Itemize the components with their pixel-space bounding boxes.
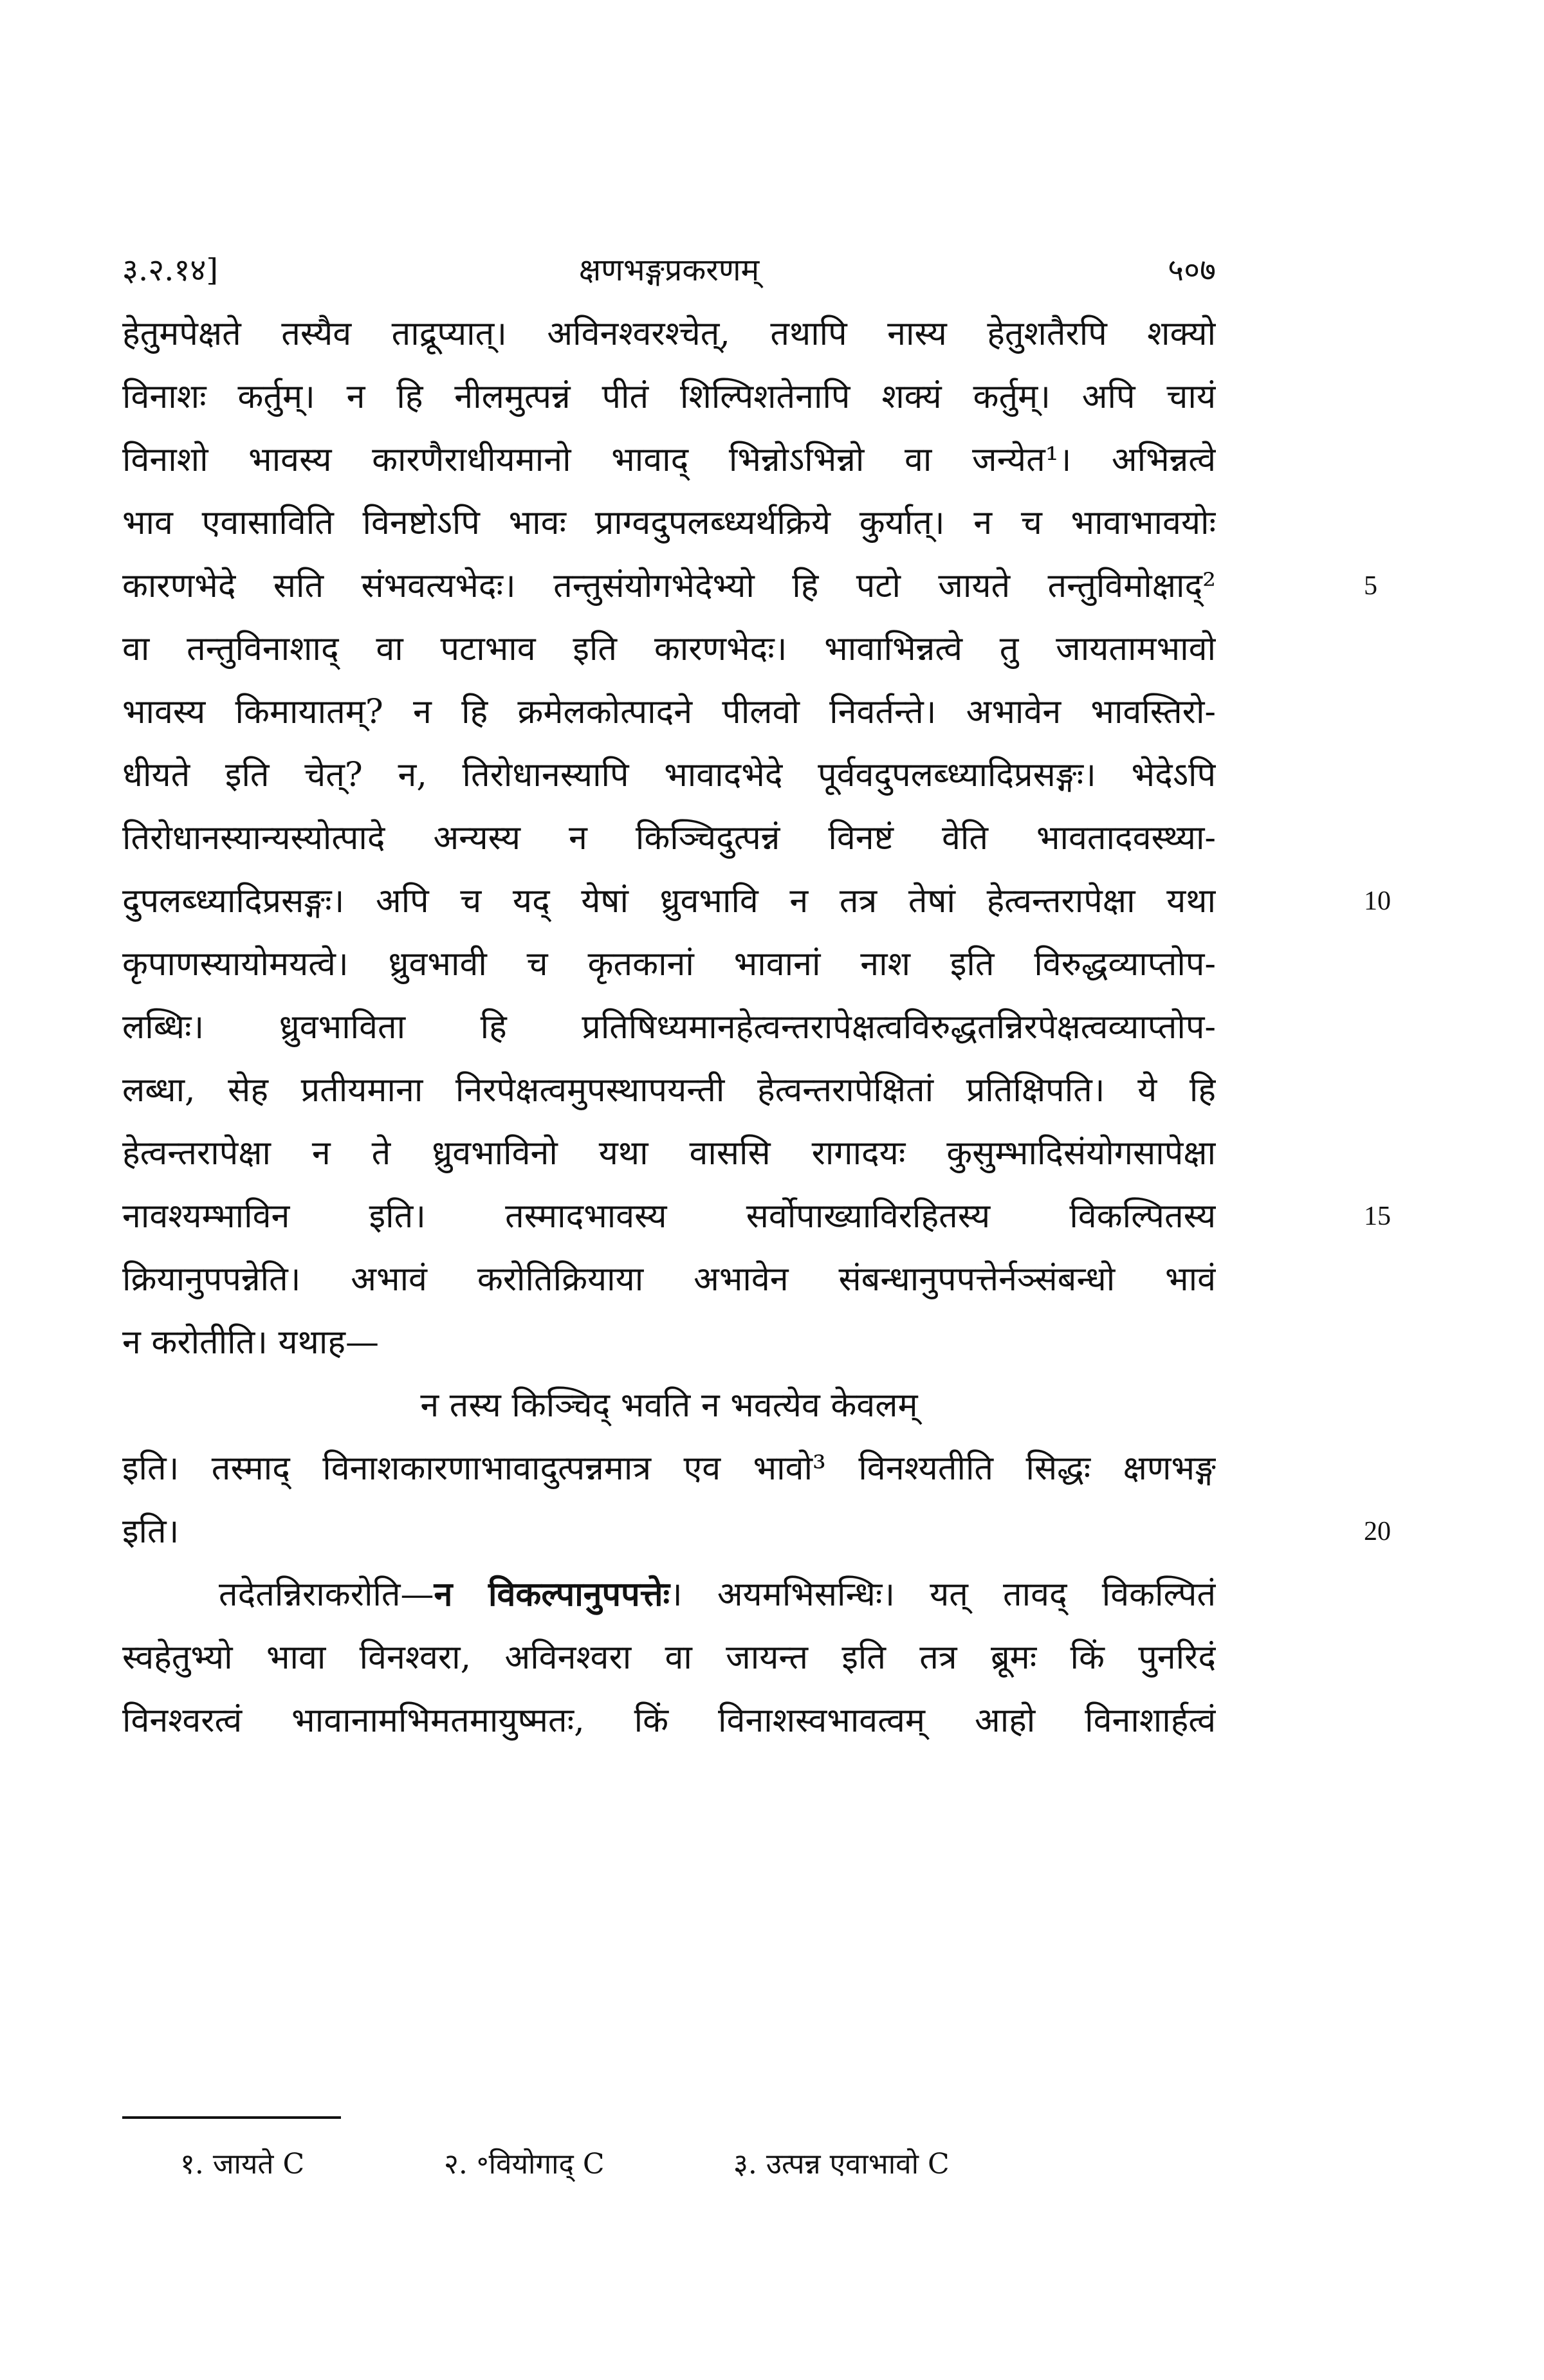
text-line xyxy=(122,1689,1319,1752)
text-line-content: भाव एवासाविति विनष्टोऽपि भावः प्राग्वदुपलब्ध्यर्थक्रिये कुर्यात्। न च भावाभावयोः xyxy=(122,504,1216,542)
text-line xyxy=(122,1500,1391,1563)
footnotes xyxy=(180,2136,1145,2193)
text-line-content: वा तन्तुविनाशाद् वा पटाभाव इति कारणभेदः। भावाभिन्नत्वे तु जायतामभावो xyxy=(122,630,1216,668)
page-number: ५०७ xyxy=(1168,252,1216,288)
text-line-content: स्वहेतुभ्यो भावा विनश्वरा, अविनश्वरा वा जायन्त इति तत्र ब्रूमः किं पुनरिदं xyxy=(122,1638,1216,1677)
text-line xyxy=(122,744,1319,807)
main-text xyxy=(122,302,1391,1752)
text-line xyxy=(122,1626,1319,1689)
text-line xyxy=(122,933,1319,996)
text-line-content: नावश्यम्भाविन इति। तस्मादभावस्य सर्वोपाख्याविरहितस्य विकल्पितस्य xyxy=(122,1197,1216,1236)
text-lines-after-verse xyxy=(122,1437,1391,1563)
text-line xyxy=(122,618,1319,681)
footnote-1: १. जायते C xyxy=(180,2148,305,2181)
text-lines xyxy=(122,302,1391,1374)
text-line xyxy=(122,1185,1391,1248)
text-line xyxy=(122,1437,1319,1500)
text-line xyxy=(122,428,1319,491)
text-line-content: विनाशो भावस्य कारणैराधीयमानो भावाद् भिन्नोऽभिन्नो वा जन्येत¹। अभिन्नत्वे xyxy=(122,441,1216,479)
footnote-2: २. ॰वियोगाद् C xyxy=(444,2148,605,2181)
text-line-content: हेतुमपेक्षते तस्यैव ताद्रूप्यात्। अविनश्वरश्चेत्, तथापि नास्य हेतुशतैरपि शक्यो xyxy=(122,315,1216,353)
text-line-content: क्रियानुपपन्नेति। अभावं करोतिक्रियाया अभावेन संबन्धानुपपत्तेर्नञ्संबन्धो भावं xyxy=(122,1260,1216,1299)
section-reference: ३.२.१४] xyxy=(122,252,219,288)
line-number: 15 xyxy=(1364,1202,1391,1231)
text-line-content: इति। तस्माद् विनाशकारणाभावादुत्पन्नमात्र एव भावो³ विनश्यतीति सिद्धः क्षणभङ्ग xyxy=(122,1449,1216,1488)
text-line-content: लब्धा, सेह प्रतीयमाना निरपेक्षत्वमुपस्थापयन्ती हेत्वन्तरापेक्षितां प्रतिक्षिपति। ये हि xyxy=(122,1071,1216,1110)
line-number: 20 xyxy=(1364,1517,1391,1546)
text-line-content: धीयते इति चेत्? न, तिरोधानस्यापि भावादभेदे पूर्ववदुपलब्ध्यादिप्रसङ्गः। भेदेऽपि xyxy=(122,756,1216,794)
commentary-line xyxy=(122,1563,1319,1626)
text-line-content: तिरोधानस्यान्यस्योत्पादे अन्यस्य न किञ्चिदुत्पन्नं विनष्टं वेति भावतादवस्थ्या- xyxy=(122,819,1216,857)
commentary-line-text xyxy=(122,1563,1216,1626)
text-line xyxy=(122,365,1319,428)
text-line-content: भावस्य किमायातम्? न हि क्रमेलकोत्पादने पीलवो निवर्तन्ते। अभावेन भावस्तिरो- xyxy=(122,693,1216,731)
line-number: 5 xyxy=(1364,571,1377,601)
text-line xyxy=(122,554,1377,618)
footnote-rule xyxy=(122,2116,341,2119)
text-line xyxy=(122,1248,1319,1311)
text-line xyxy=(122,681,1319,744)
text-line xyxy=(122,1311,1319,1374)
text-line xyxy=(122,302,1319,365)
running-title: क्षणभङ्गप्रकरणम् xyxy=(578,252,760,288)
text-line xyxy=(122,1059,1319,1122)
running-header xyxy=(122,248,1216,293)
text-line-content: कारणभेदे सति संभवत्यभेदः। तन्तुसंयोगभेदेभ्यो हि पटो जायते तन्तुविमोक्षाद्² xyxy=(122,567,1216,605)
commentary-lemma: न विकल्पानुपपत्तेः xyxy=(434,1575,670,1614)
footnote-3: ३. उत्पन्न एवाभावो C xyxy=(733,2148,950,2181)
text-line-content: दुपलब्ध्यादिप्रसङ्गः। अपि च यद् येषां ध्रुवभावि न तत्र तेषां हेत्वन्तरापेक्षा यथा xyxy=(122,882,1216,920)
text-line-content: हेत्वन्तरापेक्षा न ते ध्रुवभाविनो यथा वाससि रागादयः कुसुम्भादिसंयोगसापेक्षा xyxy=(122,1134,1216,1173)
text-line-content: लब्धिः। ध्रुवभाविता हि प्रतिषिध्यमानहेत्वन्तरापेक्षत्वविरुद्धतन्निरपेक्षत्वव्याप्तोप- xyxy=(122,1008,1216,1047)
text-lines-final xyxy=(122,1626,1319,1752)
text-line-content: न करोतीति। यथाह— xyxy=(122,1323,379,1362)
commentary-rest: । अयमभिसन्धिः। यत् तावद् विकल्पितं xyxy=(670,1575,1216,1614)
text-line xyxy=(122,491,1319,554)
text-line-content: विनाशः कर्तुम्। न हि नीलमुत्पन्नं पीतं शिल्पिशतेनापि शक्यं कर्तुम्। अपि चायं xyxy=(122,378,1216,416)
text-line-content: इति। xyxy=(122,1512,179,1551)
text-line xyxy=(122,870,1391,933)
text-line xyxy=(122,807,1319,870)
text-line-content: कृपाणस्यायोमयत्वे। ध्रुवभावी च कृतकानां भावानां नाश इति विरुद्धव्याप्तोप- xyxy=(122,945,1216,984)
commentary-prefix: तदेतन्निराकरोति— xyxy=(219,1575,434,1614)
text-line xyxy=(122,996,1319,1059)
verse-quote: न तस्य किञ्चिद् भवति न भवत्येव केवलम् xyxy=(420,1386,918,1425)
line-number: 10 xyxy=(1364,886,1391,916)
text-line xyxy=(122,1122,1319,1185)
text-line-content: विनश्वरत्वं भावानामभिमतमायुष्मतः, किं विनाशस्वभावत्वम् आहो विनाशार्हत्वं xyxy=(122,1701,1216,1740)
